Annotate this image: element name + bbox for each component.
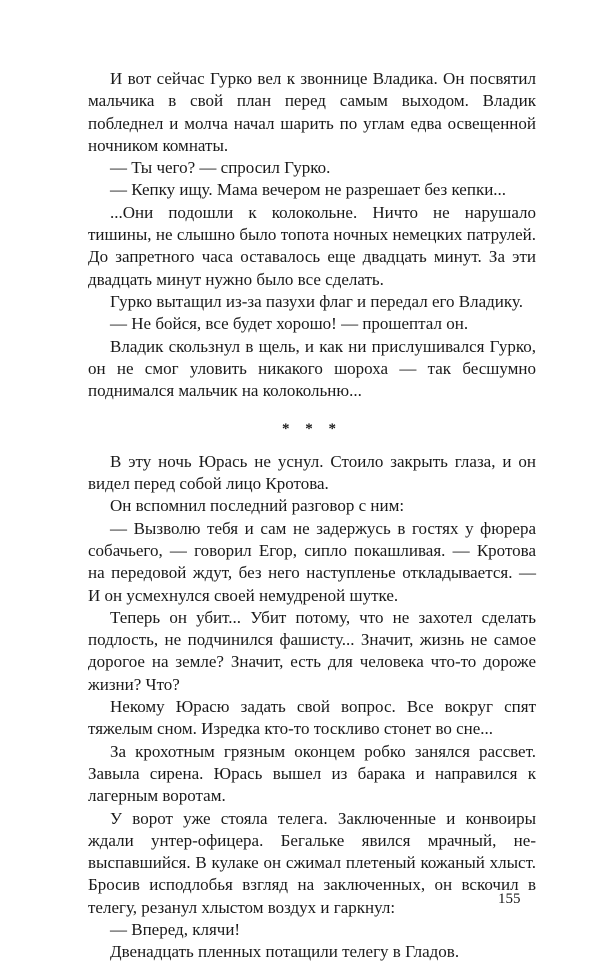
section-separator: * * * [282, 421, 342, 438]
paragraph: Двенадцать пленных потащили телегу в Гладов. [110, 942, 460, 962]
paragraph: Гурко вытащил из-за пазухи флаг и передал его Владику. [110, 291, 523, 311]
paragraph: И вот сейчас Гурко вел к звоннице Владика. Он посвятил мальчика в свой план перед самым выходом. Владик побледнел и молча начал шарить по углам едва освещенной ночником комнаты. [88, 69, 536, 155]
paragraph: В эту ночь Юрась не уснул. Стоило закрыть глаза, и он видел перед собой лицо Кротова. [88, 451, 536, 494]
paragraph: Он вспомнил последний разговор с ним: [110, 496, 405, 516]
paragraph: — Вперед, клячи! [110, 919, 241, 939]
book-page [88, 68, 536, 964]
paragraph: — Не бойся, все будет хорошо! — прошептал он. [110, 314, 469, 334]
paragraph: — Ты чего? — спросил Гурко. [110, 158, 331, 178]
paragraph: ...Они подошли к колокольне. Ничто не нарушало тишины, не слышно было топота ночных немецких патрулей. До запретного часа оставалось еще двадцать минут. За эти двадцать минут нужно было все сделать. [88, 202, 536, 289]
paragraph: Некому Юрасю задать свой вопрос. Все вокруг спят тяжелым сном. Изредка кто-то тоскливо стонет во сне... [88, 697, 536, 739]
paragraph: У ворот уже стояла телега. Заключенные и конвоиры ждали унтер-офицера. Бегальке явился мрачный, невыспавшийся. В кулаке он сжимал плетеный кожаный хлыст. Бросив исподлобья взгляд на заключенных, он вскочил в телегу, резанул хлыстом воздух и гаркнул: [88, 808, 536, 917]
text-section-2 [88, 451, 536, 964]
paragraph: За крохотным грязным оконцем робко занялся рассвет. Завыла сирена. Юрась вышел из барака и направился к лагерным воротам. [88, 741, 536, 806]
paragraph: Теперь он убит... Убит потому, что не захотел сделать подлость, не подчинился фашисту... Значит, жизнь не самое дорогое на земле? Значит, есть для человека что-то дороже жизни? Что? [88, 607, 536, 694]
text-section-1 [88, 68, 536, 402]
paragraph: — Кепку ищу. Мама вечером не разрешает без кепки... [110, 180, 507, 200]
paragraph: Владик скользнул в щель, и как ни прислушивался Гурко, он не смог уловить никакого шороха — так бесшумно поднимался мальчик на колокольню... [88, 336, 536, 401]
page-number: 155 [498, 891, 521, 907]
paragraph: — Вызволю тебя и сам не задержусь в гостях у фюрера собачьего, — говорил Егор, сипло покашливая. — Кротова на передовой ждут, без него наступленье откладывается. — И он усмехнулся своей немудреной шутке. [88, 518, 536, 605]
